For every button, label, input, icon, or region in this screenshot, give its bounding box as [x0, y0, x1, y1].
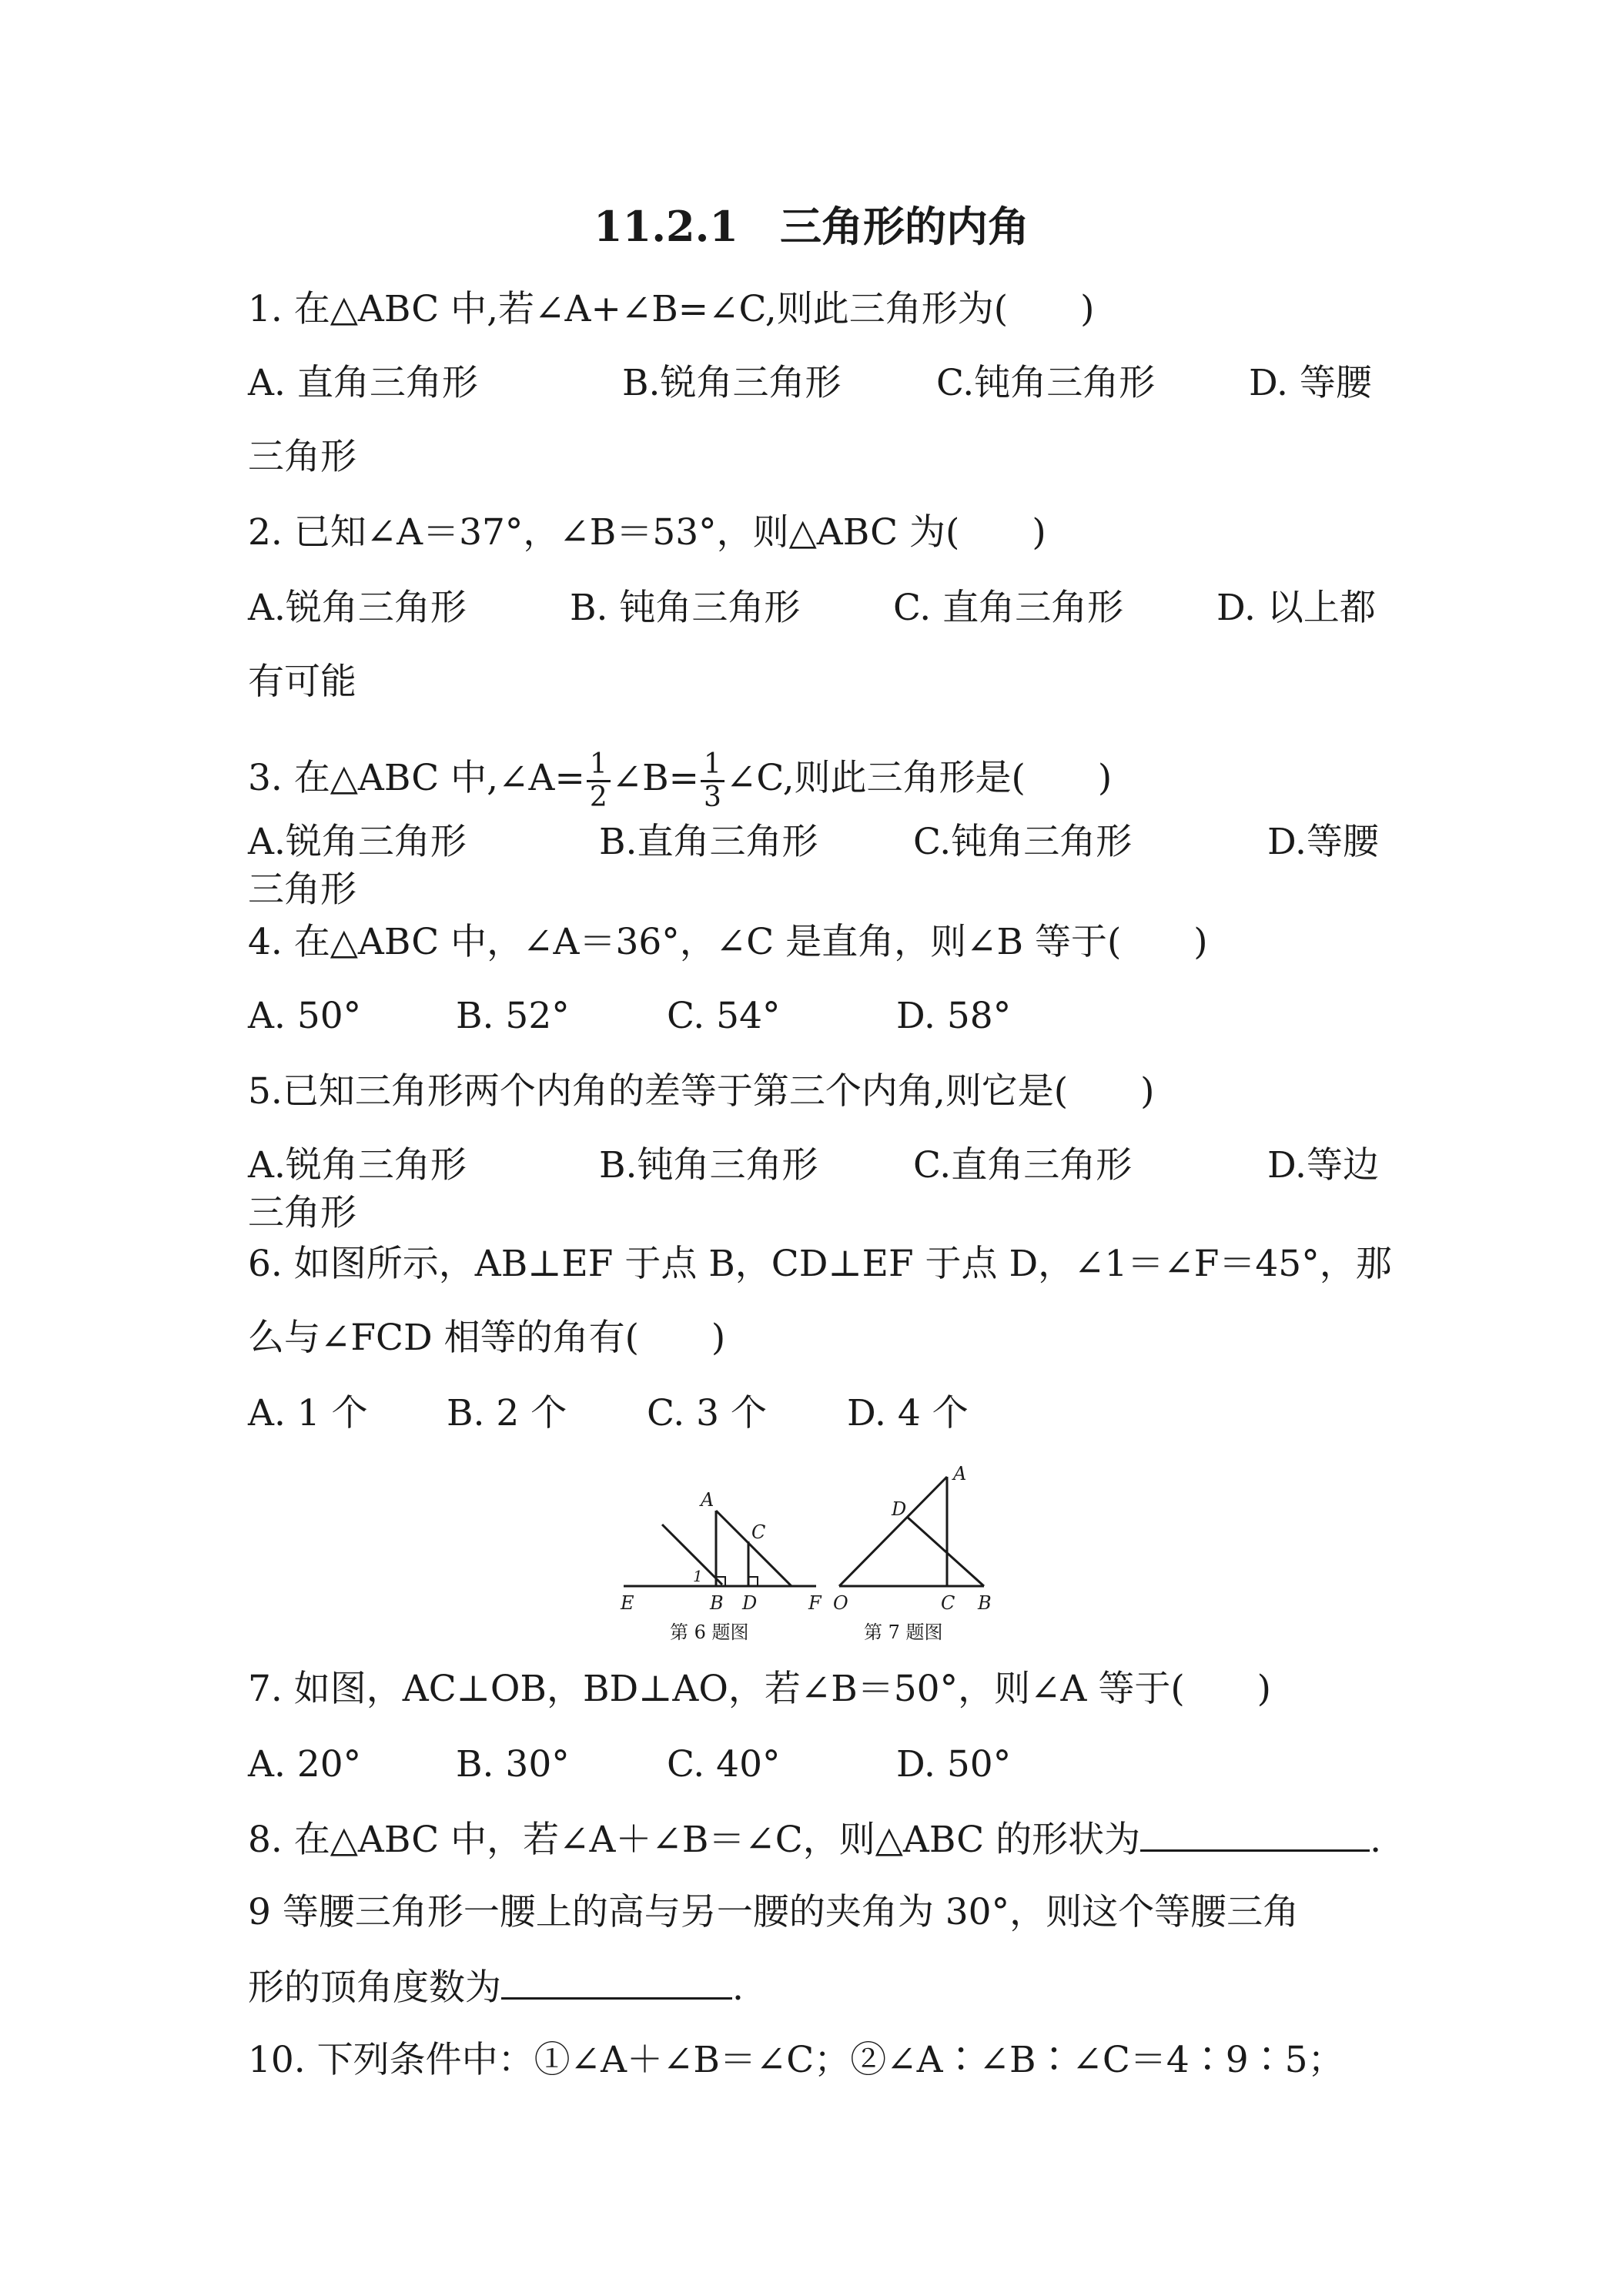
question-1-option-a: A. 直角三角形 [248, 362, 478, 404]
question-4-option-d: D. 58° [896, 995, 1012, 1037]
question-5-wrap: 三角形 [248, 1192, 356, 1234]
question-3-option-b: B.直角三角形 [599, 821, 818, 863]
question-4-stem: 4. 在△ABC 中，∠A＝36°，∠C 是直角，则∠B 等于( ) [248, 921, 1208, 963]
question-1-stem: 1. 在△ABC 中,若∠A+∠B=∠C,则此三角形为( ) [248, 288, 1095, 330]
question-2-option-a: A.锐角三角形 [248, 587, 467, 629]
fig7-label-b: B [978, 1592, 992, 1614]
question-7-stem: 7. 如图，AC⊥OB，BD⊥AO，若∠B＝50°，则∠A 等于( ) [248, 1668, 1272, 1710]
answer-blank-9[interactable] [501, 1963, 732, 2000]
fig7-caption: 第 7 题图 [864, 1622, 943, 1643]
fig6-label-e: E [621, 1592, 634, 1614]
fig6-label-f: F [808, 1592, 822, 1614]
question-5-option-d: D.等边 [1267, 1144, 1379, 1186]
question-4-option-b: B. 52° [456, 995, 570, 1037]
question-3-wrap: 三角形 [248, 869, 356, 911]
question-3-option-a: A.锐角三角形 [248, 821, 467, 863]
fig6-label-1: 1 [693, 1567, 703, 1585]
fig6-right-angle-d [748, 1577, 758, 1586]
question-2-option-b: B. 钝角三角形 [570, 587, 801, 629]
question-5-stem: 5.已知三角形两个内角的差等于第三个内角,则它是( ) [248, 1070, 1155, 1113]
question-2-option-d: D. 以上都 [1216, 587, 1376, 629]
fig6-label-a: A [701, 1489, 714, 1511]
question-7-option-d: D. 50° [896, 1743, 1012, 1786]
question-8-stem: 8. 在△ABC 中，若∠A＋∠B＝∠C，则△ABC 的形状为 . [248, 1816, 1381, 1863]
fraction-one-third: $\frac{1}{3}$ [701, 749, 724, 813]
question-9-stem: 9 等腰三角形一腰上的高与另一腰的夹角为 30°，则这个等腰三角 [248, 1891, 1300, 1933]
fraction-one-half: $\frac{1}{2}$ [587, 749, 611, 813]
fig7-label-o: O [833, 1592, 848, 1614]
question-2-stem: 2. 已知∠A＝37°，∠B＝53°，则△ABC 为( ) [248, 511, 1046, 554]
question-1-option-c: C.钝角三角形 [936, 362, 1156, 404]
question-6-stem-cont: 么与∠FCD 相等的角有( ) [248, 1317, 726, 1359]
question-3-option-d: D.等腰 [1267, 821, 1379, 863]
figure-7 [839, 1477, 984, 1586]
question-6-option-c: C. 3 个 [647, 1392, 768, 1434]
question-2-wrap: 有可能 [248, 661, 356, 703]
question-1-option-b: B.锐角三角形 [622, 362, 842, 404]
fig7-line-db [907, 1517, 984, 1586]
question-6-option-a: A. 1 个 [248, 1392, 368, 1434]
question-10-stem: 10. 下列条件中：①∠A＋∠B＝∠C；②∠A∶∠B∶∠C＝4∶9∶5； [248, 2039, 1344, 2081]
fig7-label-c: C [941, 1592, 955, 1614]
geometry-figures [616, 1463, 1032, 1648]
question-7-option-a: A. 20° [248, 1743, 362, 1786]
fig7-label-d: D [892, 1498, 907, 1520]
fig6-label-b: B [710, 1592, 724, 1614]
question-6-stem: 6. 如图所示，AB⊥EF 于点 B，CD⊥EF 于点 D，∠1＝∠F＝45°，那 [248, 1243, 1392, 1285]
question-5-option-b: B.钝角三角形 [599, 1144, 818, 1186]
fig7-label-a: A [953, 1463, 967, 1484]
fig6-caption: 第 6 题图 [670, 1622, 749, 1643]
figure-6 [624, 1511, 816, 1586]
question-7-option-c: C. 40° [667, 1743, 781, 1786]
fig6-slant-line [662, 1525, 722, 1585]
fig6-label-c: C [751, 1521, 766, 1543]
answer-blank-8[interactable] [1140, 1816, 1370, 1852]
page-title: 11.2.1 三角形的内角 [594, 202, 1029, 251]
question-5-option-c: C.直角三角形 [913, 1144, 1133, 1186]
question-1-wrap: 三角形 [248, 436, 356, 478]
question-4-option-a: A. 50° [248, 995, 362, 1037]
question-6-option-d: D. 4 个 [847, 1392, 969, 1434]
question-6-option-b: B. 2 个 [447, 1392, 567, 1434]
question-3-stem: 3. 在△ABC 中,∠A= $\frac{1}{2}$ ∠B= $\frac{1}{3}$ ∠C,则此三角形是( ) [248, 748, 1113, 813]
question-2-option-c: C. 直角三角形 [893, 587, 1124, 629]
question-1-option-d: D. 等腰 [1249, 362, 1372, 404]
question-3-option-c: C.钝角三角形 [913, 821, 1133, 863]
question-4-option-c: C. 54° [667, 995, 781, 1037]
question-5-option-a: A.锐角三角形 [248, 1144, 467, 1186]
fig6-label-d: D [742, 1592, 758, 1614]
question-9-stem-cont: 形的顶角度数为 . [248, 1963, 744, 2011]
fig7-line-oa [839, 1477, 947, 1586]
question-7-option-b: B. 30° [456, 1743, 570, 1786]
